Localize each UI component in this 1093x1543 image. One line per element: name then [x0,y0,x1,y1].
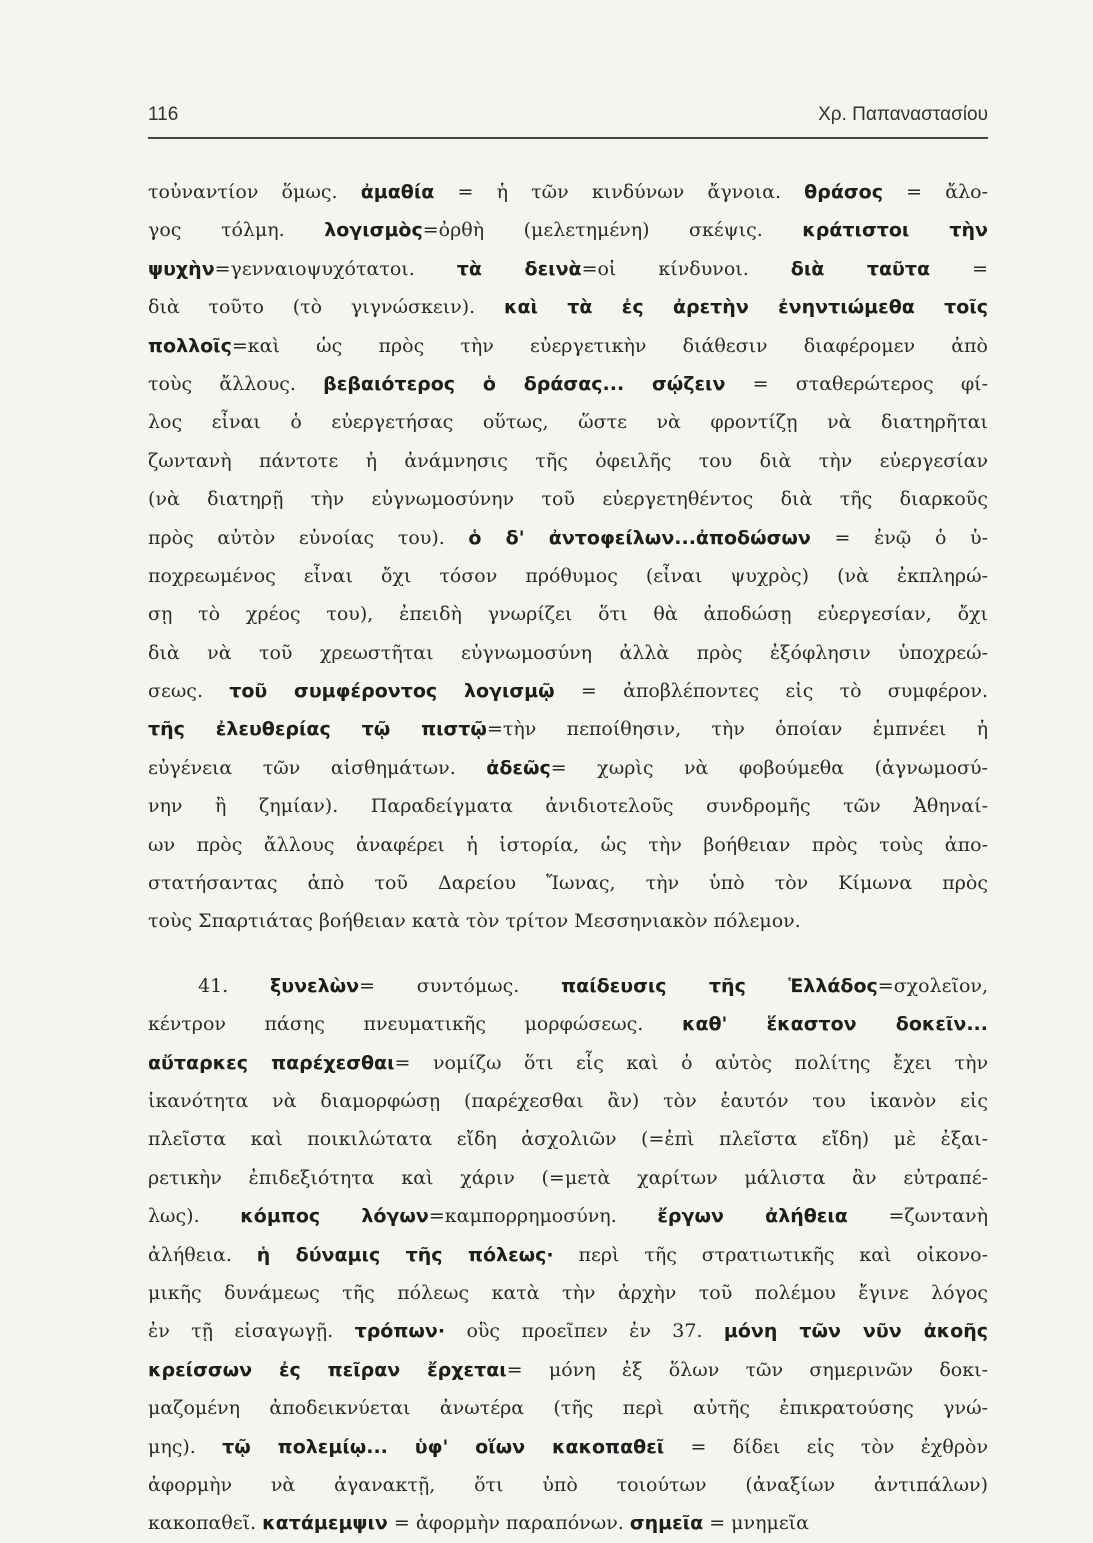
lemma: τρόπων· [354,1320,446,1343]
text-line [148,826,988,864]
gloss-text: πλεῖστα καὶ ποικιλώτατα εἴδη ἀσχολιῶν (=ἐπὶ πλεῖστα εἴδη) μὲ ἐξαι- [148,1128,988,1151]
gloss-text: μικῆς δυνάμεως τῆς πόλεως κατὰ τὴν ἀρχὴν τοῦ πολέμου ἔγινε λόγος [148,1281,988,1304]
running-head: Χρ. Παπαναστασίου [818,104,988,125]
gloss-text: εὐγένεια τῶν αἰσθημάτων. [148,756,487,779]
text-line [148,595,988,633]
text-line [148,557,988,595]
text-line [148,442,988,480]
gloss-text: σῃ τὸ χρέος του), ἐπειδὴ γνωρίζει ὅτι θὰ ἀποδώσῃ εὐεργεσίαν, ὄχι [148,603,988,626]
lemma: κατάμεμψιν [262,1512,388,1535]
gloss-text: νην ἢ ζημίαν). Παραδείγματα ἀνιδιοτελοῦς συνδρομῆς τῶν Ἀθηναί- [148,795,988,818]
page-header [148,104,988,134]
lemma: βεβαιότερος ὁ δράσας... σῴζειν [323,372,726,395]
text-line [148,288,988,326]
text-line [148,1236,988,1274]
text-line [148,787,988,825]
gloss-text: ων πρὸς ἄλλους ἀναφέρει ἡ ἱστορία, ὡς τὴν βοήθειαν πρὸς τοὺς ἀπο- [148,833,988,856]
text-line [148,672,988,710]
text-line [148,902,988,940]
gloss-text: =ζωντανὴ [847,1205,988,1228]
gloss-text: 41. [198,974,271,997]
text-line [148,634,988,672]
body-text [148,173,988,1543]
gloss-text: λος εἶναι ὁ εὐεργετήσας οὕτως, ὥστε νὰ φροντίζῃ νὰ διατηρῆται [148,411,988,434]
text-line [148,1197,988,1235]
gloss-text: = μόνη ἐξ ὅλων τῶν σημερινῶν δοκι- [506,1358,988,1381]
gloss-text: =σχολεῖον, [877,974,988,997]
gloss-text: λως). [148,1205,241,1228]
paragraph-2 [148,967,988,1543]
gloss-text: τοὺς Σπαρτιάτας βοήθειαν κατὰ τὸν τρίτον Μεσσηνιακὸν πόλεμον. [148,910,801,933]
gloss-text: κέντρον πάσης πνευματικῆς μορφώσεως. [148,1013,682,1036]
lemma: ἡ δύναμις τῆς πόλεως· [256,1243,554,1266]
gloss-text: κακοπαθεῖ. [148,1512,263,1535]
lemma: ξυνελὼν [270,974,360,997]
page-number: 116 [148,104,179,125]
gloss-text: ζωντανὴ πάντοτε ἡ ἀνάμνησις τῆς ὀφειλῆς του διὰ τὴν εὐεργεσίαν [148,449,988,472]
text-line [148,1120,988,1158]
lemma: αὔταρκες παρέχεσθαι [148,1051,395,1074]
lemma: κρείσσων ἐς πεῖραν ἔρχεται [148,1358,507,1381]
lemma: ἀδεῶς [486,756,551,779]
gloss-text: = σταθερώτερος φί- [725,372,988,395]
gloss-text: = ἀποβλέποντες εἰς τὸ συμφέρον. [554,680,988,703]
paragraph-1 [148,173,988,941]
lemma: τὰ δεινὰ [456,257,582,280]
lemma: λογισμὸς [324,219,423,242]
gloss-text: περὶ τῆς στρατιωτικῆς καὶ οἰκονο- [553,1243,988,1266]
text-line [148,749,988,787]
text-line [148,1466,988,1504]
header-rule [148,137,988,139]
gloss-text: τοὺς ἄλλους. [148,372,324,395]
text-line [148,250,988,288]
gloss-text: σεως. [148,680,230,703]
gloss-text: = νομίζω ὅτι εἷς καὶ ὁ αὐτὸς πολίτης ἔχει τὴν [394,1051,988,1074]
gloss-text: =καμπορρημοσύνη. [428,1205,658,1228]
lemma: τῆς ἐλευθερίας τῷ πιστῷ [148,718,487,741]
text-line [148,327,988,365]
text-line [148,403,988,441]
text-line [148,211,988,249]
gloss-text: τοὐναντίον ὅμως. [148,181,361,203]
lemma: μόνη τῶν νῦν ἀκοῆς [723,1320,988,1343]
lemma: τῷ πολεμίῳ... ὑφ' οἵων κακοπαθεῖ [222,1435,665,1458]
text-line [148,1389,988,1427]
gloss-text: (νὰ διατηρῇ τὴν εὐγνωμοσύνην τοῦ εὐεργετηθέντος διὰ τῆς διαρκοῦς [148,488,988,511]
gloss-text: = χωρὶς νὰ φοβούμεθα (ἀγνωμοσύ- [550,756,988,779]
lemma: καθ' ἕκαστον δοκεῖν... [681,1013,988,1036]
lemma: ἔργων ἀλήθεια [657,1205,848,1228]
text-line [148,864,988,902]
lemma: κράτιστοι τὴν [802,219,988,242]
gloss-text: = ἀφορμὴν παραπόνων. [387,1512,630,1535]
gloss-text: ρετικὴν ἐπιδεξιότητα καὶ χάριν (=μετὰ χαρίτων μάλιστα ἂν εὐτραπέ- [148,1166,988,1189]
gloss-text: = συντόμως. [359,974,562,997]
gloss-text: =γενναιοψυχότατοι. [214,257,457,280]
lemma: ἀμαθία [360,181,435,203]
text-line [148,1082,988,1120]
text-line [148,1005,988,1043]
gloss-text: = ἐνῷ ὁ ὑ- [810,526,988,549]
gloss-text: διὰ νὰ τοῦ χρεωστῆται εὐγνωμοσύνη ἀλλὰ πρὸς ἐξόφλησιν ὑποχρεώ- [148,641,988,664]
lemma: πολλοῖς [148,334,232,357]
lemma: θράσος [804,181,883,203]
gloss-text: =καὶ ὡς πρὸς τὴν εὐεργετικὴν διάθεσιν διαφέρομεν ἀπὸ [231,334,988,357]
gloss-text: = μνημεῖα [703,1512,809,1535]
gloss-text: μαζομένη ἀποδεικνύεται ἀνωτέρα (τῆς περὶ αὐτῆς ἐπικρατούσης γνώ- [148,1397,988,1420]
lemma: σημεῖα [629,1512,704,1535]
text-line [148,1504,988,1542]
gloss-text: οὓς προεῖπεν ἐν 37. [445,1320,724,1343]
text-line [148,173,988,211]
gloss-text: =τὴν πεποίθησιν, τὴν ὁποίαν ἐμπνέει ἡ [486,718,988,741]
gloss-text: μης). [148,1435,223,1458]
lemma: ὁ δ' ἀντοφείλων...ἀποδώσων [468,526,811,549]
text-line [148,480,988,518]
lemma: κόμπος λόγων [240,1205,429,1228]
gloss-text: = ἡ τῶν κινδύνων ἄγνοια. [434,181,805,203]
text-line [148,1159,988,1197]
gloss-text: = ἄλο- [883,181,988,203]
text-line [148,1274,988,1312]
text-line [148,365,988,403]
gloss-text: γος τόλμη. [148,219,325,242]
gloss-text: ἐν τῇ εἰσαγωγῇ. [148,1320,355,1343]
gloss-text: ἱκανότητα νὰ διαμορφώσῃ (παρέχεσθαι ἂν) τὸν ἑαυτόν του ἱκανὸν εἰς [148,1089,988,1112]
gloss-text: ἀλήθεια. [148,1243,257,1266]
lemma: παίδευσις τῆς Ἑλλάδος [561,974,878,997]
gloss-text: ποχρεωμένος εἶναι ὄχι τόσον πρόθυμος (εἶναι ψυχρὸς) (νὰ ἐκπληρώ- [148,564,988,587]
text-line [148,1351,988,1389]
text-line [148,1312,988,1350]
gloss-text: πρὸς αὐτὸν εὐνοίας του). [148,526,469,549]
text-line [148,967,988,1005]
gloss-text: = δίδει εἰς τὸν ἐχθρὸν [664,1435,988,1458]
gloss-text: στατήσαντας ἀπὸ τοῦ Δαρείου Ἴωνας, τὴν ὑπὸ τὸν Κίμωνα πρὸς [148,872,988,895]
gloss-text: =ὀρθὴ (μελετημένη) σκέψις. [422,219,803,242]
lemma: διὰ ταῦτα [790,257,931,280]
paragraph-gap [148,941,988,967]
text-line [148,1428,988,1466]
lemma: τοῦ συμφέροντος λογισμῷ [229,680,555,703]
gloss-text: = [930,257,988,280]
gloss-text: ἀφορμὴν νὰ ἀγανακτῇ, ὅτι ὑπὸ τοιούτων (ἀναξίων ἀντιπάλων) [148,1473,988,1496]
text-line [148,710,988,748]
text-line [148,519,988,557]
lemma: καὶ τὰ ἐς ἀρετὴν ἐνηντιώμεθα τοῖς [503,296,988,319]
lemma: ψυχὴν [148,257,215,280]
gloss-text: =οἱ κίνδυνοι. [581,257,791,280]
gloss-text: διὰ τοῦτο (τὸ γιγνώσκειν). [148,296,504,319]
text-line [148,1044,988,1082]
